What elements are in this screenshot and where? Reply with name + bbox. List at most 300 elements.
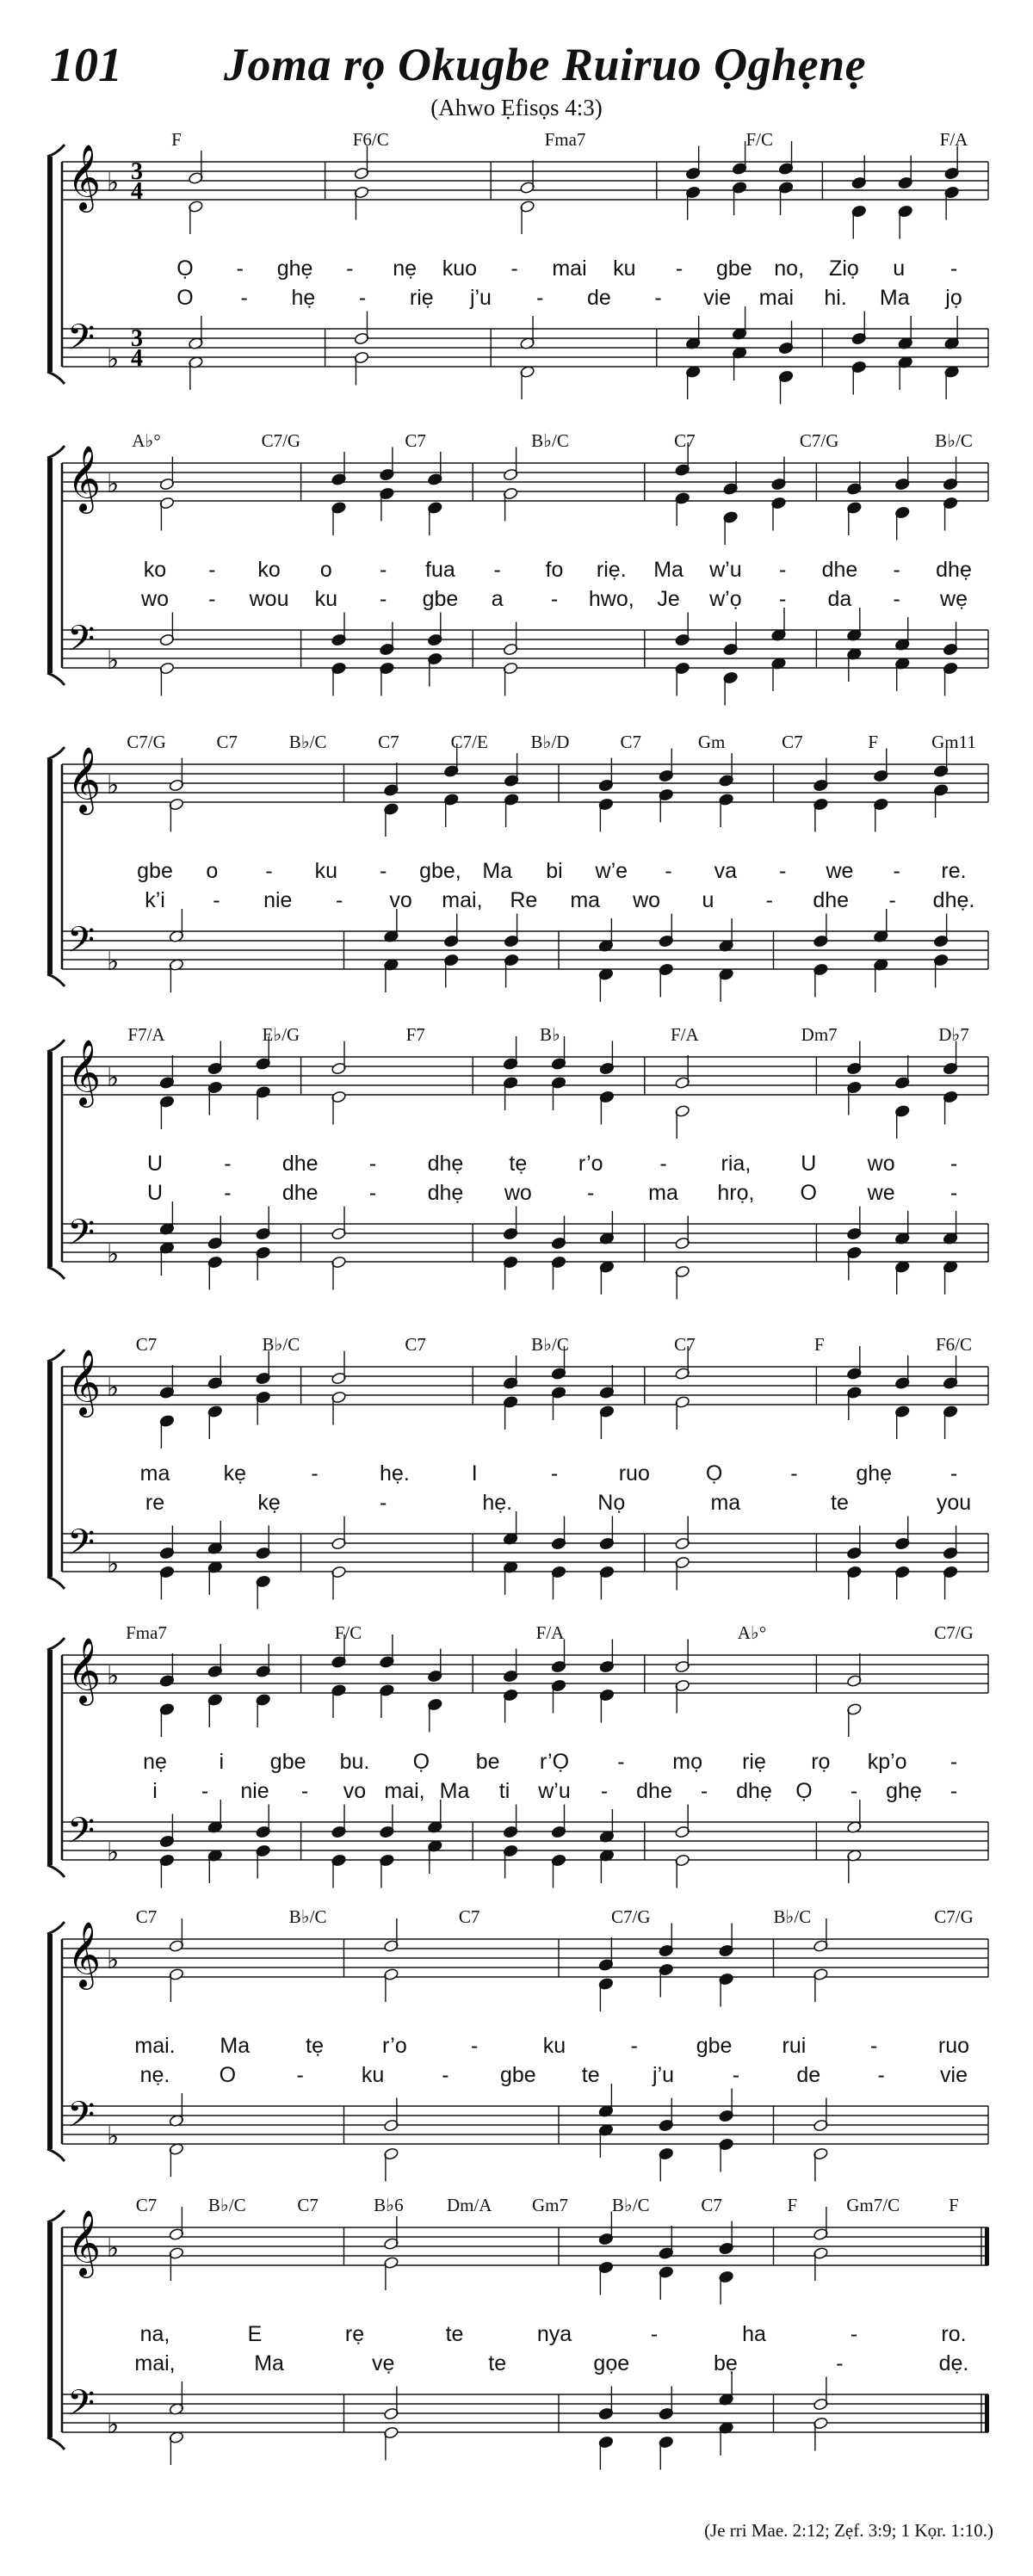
verse2-lyric: wo — [633, 888, 661, 912]
verse1-lyric: va — [714, 859, 738, 883]
verse1-lyric: ro. — [941, 2322, 967, 2346]
chord-symbol: Fma7 — [544, 129, 586, 150]
verse2-lyric: Ma — [879, 286, 910, 310]
verse1-lyric: riẹ. — [596, 558, 627, 582]
system-8 — [0, 2195, 1033, 2487]
verse2-lyric: - — [358, 286, 367, 310]
chord-symbol: C7/G — [127, 732, 166, 752]
verse1-lyric: - — [949, 1750, 958, 1774]
verse2-lyric: - — [888, 888, 896, 912]
verse1-lyric: - — [893, 859, 900, 883]
chord-symbol: C7 — [405, 1334, 426, 1355]
verse1-lyric: - — [236, 256, 244, 281]
key-flat-icon: ♭ — [107, 1838, 120, 1867]
verse2-lyric: w’u — [538, 1779, 571, 1803]
verse2-lyric: gbe — [499, 2063, 536, 2087]
bracket-hook — [47, 372, 65, 384]
verse1-lyric: - — [379, 859, 387, 883]
verse2-lyric: ghẹ — [886, 1779, 922, 1803]
verse2-lyric: - — [224, 1181, 232, 1205]
chord-symbol: F6/C — [935, 1334, 973, 1355]
treble-clef-icon: 𝄞 — [67, 1921, 102, 1987]
verse1-lyric: o — [319, 558, 332, 582]
treble-clef-icon: 𝄞 — [67, 746, 102, 812]
verse1-lyric: kp’o — [867, 1750, 907, 1774]
chord-symbol: C7/G — [934, 1906, 974, 1927]
verse2-lyric: a — [491, 587, 504, 611]
key-flat-icon: ♭ — [107, 1662, 120, 1690]
verse1-lyric: - — [778, 859, 787, 883]
bracket-hook — [47, 1577, 65, 1589]
verse1-lyric: ku — [542, 2034, 566, 2058]
chord-symbol: C7 — [782, 732, 803, 752]
chord-symbol: C7/E — [450, 732, 488, 752]
verse1-lyric: - — [510, 256, 518, 281]
verse1-lyric: gbe — [696, 2034, 733, 2058]
chord-symbol: C7 — [458, 1906, 480, 1927]
verse2-lyric: Ma — [439, 1779, 470, 1803]
verse1-lyric: ruo — [937, 2034, 970, 2058]
chord-symbol: Dm/A — [446, 2195, 492, 2215]
verse2-lyric: de — [586, 286, 611, 310]
verse1-lyric: be — [475, 1750, 500, 1774]
verse1-lyric: gbe — [137, 859, 173, 883]
verse1-lyric: ku — [314, 859, 338, 883]
chord-symbol: B♭/C — [288, 1906, 327, 1927]
bracket-hook — [47, 2437, 65, 2449]
verse2-lyric: dhẹ. — [932, 888, 975, 912]
verse2-lyric: - — [765, 888, 774, 912]
verse2-lyric: j’u — [653, 2063, 675, 2087]
bracket-hook — [47, 2210, 65, 2222]
chord-symbol: D♭7 — [938, 1024, 969, 1045]
verse2-lyric: de — [796, 2063, 821, 2087]
verse1-lyric: u — [893, 256, 906, 281]
chord-symbol: B♭/C — [288, 732, 327, 752]
verse1-lyric: mai — [552, 256, 587, 281]
verse1-lyric: gbe, — [419, 859, 461, 883]
verse2-lyric: - — [535, 286, 544, 310]
verse2-lyric: - — [587, 1181, 595, 1205]
key-flat-icon: ♭ — [107, 1240, 120, 1269]
bracket-hook — [47, 145, 65, 157]
bass-clef-icon: 𝄢 — [67, 1522, 96, 1572]
verse1-lyric: ha — [742, 2322, 766, 2346]
key-flat-icon: ♭ — [107, 345, 120, 374]
verse1-lyric: r’o — [382, 2034, 407, 2058]
verse1-lyric: ghẹ — [276, 256, 313, 281]
key-flat-icon: ♭ — [107, 169, 120, 197]
verse2-lyric: dhe — [813, 888, 850, 912]
verse2-lyric: nẹ. — [139, 2063, 170, 2087]
verse2-lyric: - — [600, 1779, 609, 1803]
final-barline — [985, 2394, 989, 2432]
verse1-lyric: nẹ — [393, 256, 418, 281]
hymn-subtitle: (Ahwo Ẹfisọs 4:3) — [430, 95, 603, 120]
verse1-lyric: riẹ — [742, 1750, 766, 1774]
bracket-hook — [47, 747, 65, 759]
verse2-lyric: hẹ. — [482, 1491, 513, 1515]
chord-symbol: F/A — [939, 129, 968, 150]
system-5 — [0, 1334, 1033, 1627]
chord-symbol: C7/G — [611, 1906, 651, 1927]
chord-symbol: F — [813, 1334, 825, 1355]
verse1-lyric: ria, — [721, 1152, 752, 1176]
bracket-hook — [47, 1350, 65, 1362]
bracket-hook — [47, 1922, 65, 1934]
verse2-lyric: i — [152, 1779, 158, 1803]
verse2-lyric: ma — [570, 888, 601, 912]
verse2-lyric: vie — [703, 286, 732, 310]
bracket-hook — [47, 446, 65, 458]
verse2-lyric: te — [488, 2351, 507, 2375]
bass-clef-icon: 𝄢 — [67, 1810, 96, 1860]
chord-symbol: F — [868, 732, 879, 752]
system-1 — [0, 129, 1033, 422]
key-flat-icon: ♭ — [107, 2411, 120, 2439]
verse2-lyric: - — [240, 286, 248, 310]
verse1-lyric: gbe — [269, 1750, 306, 1774]
chord-symbol: F/A — [535, 1622, 565, 1643]
verse1-lyric: ku — [613, 256, 636, 281]
treble-clef-icon: 𝄞 — [67, 445, 102, 511]
bass-clef-icon: 𝄢 — [67, 919, 96, 969]
verse2-lyric: hrọ, — [717, 1181, 755, 1205]
verse2-lyric: vo — [389, 888, 412, 912]
verse1-lyric: I — [471, 1461, 478, 1486]
verse1-lyric: re. — [941, 859, 967, 883]
verse1-lyric: ko — [257, 558, 281, 582]
verse2-lyric: - — [379, 1491, 387, 1515]
verse1-lyric: Ma — [220, 2034, 251, 2058]
verse2-lyric: wo — [141, 587, 169, 611]
verse1-lyric: r’o — [578, 1152, 603, 1176]
verse2-lyric: - — [877, 2063, 885, 2087]
chord-symbol: B♭/C — [611, 2195, 650, 2215]
verse2-lyric: j’u — [469, 286, 492, 310]
time-signature-top: 3 — [131, 325, 143, 352]
treble-clef-icon: 𝄞 — [67, 1349, 102, 1415]
verse1-lyric: Ma — [653, 558, 684, 582]
key-flat-icon: ♭ — [107, 948, 120, 976]
treble-clef-icon: 𝄞 — [67, 1637, 102, 1703]
verse1-lyric: - — [949, 1461, 958, 1486]
treble-clef-icon: 𝄞 — [67, 144, 102, 210]
verse1-lyric: - — [790, 1461, 798, 1486]
system-2 — [0, 430, 1033, 723]
chord-symbol: Dm7 — [801, 1024, 838, 1045]
chord-symbol: Gm7/C — [846, 2195, 900, 2215]
chord-symbol: C7 — [135, 1906, 158, 1927]
verse1-lyric: - — [949, 1152, 958, 1176]
chord-symbol: C7 — [701, 2195, 722, 2215]
hymn-number: 101 — [50, 39, 122, 92]
verse1-lyric: nya — [536, 2322, 572, 2346]
chord-symbol: Gm — [697, 732, 726, 752]
verse2-lyric: u — [702, 888, 714, 912]
chord-symbol: Fma7 — [126, 1622, 167, 1643]
verse2-lyric: - — [213, 888, 220, 912]
verse1-lyric: rẹ — [344, 2322, 365, 2346]
key-flat-icon: ♭ — [107, 1550, 120, 1578]
verse1-lyric: U — [146, 1152, 164, 1176]
verse2-lyric: ma — [710, 1491, 741, 1515]
verse2-lyric: Je — [657, 587, 680, 611]
verse2-lyric: hwo, — [588, 587, 634, 611]
chord-symbol: C7 — [297, 2195, 319, 2215]
verse2-lyric: - — [208, 587, 216, 611]
bracket-hook — [47, 974, 65, 986]
verse2-lyric: - — [893, 587, 900, 611]
verse2-lyric: Nọ — [597, 1491, 626, 1515]
chord-symbol: C7 — [405, 430, 426, 451]
verse1-lyric: wo — [867, 1152, 895, 1176]
chord-symbol: B♭/C — [531, 1334, 569, 1355]
verse1-lyric: Ọ — [705, 1461, 723, 1486]
bracket-hook — [47, 1267, 65, 1279]
verse2-lyric: O — [800, 1181, 817, 1205]
verse1-lyric: nẹ — [143, 1750, 167, 1774]
verse2-lyric: - — [442, 2063, 449, 2087]
chord-symbol: F — [787, 2195, 798, 2215]
chord-symbol: B♭/C — [935, 430, 973, 451]
verse1-lyric: - — [493, 558, 501, 582]
verse2-lyric: wẹ — [940, 587, 968, 611]
verse2-lyric: dhẹ — [736, 1779, 772, 1803]
verse1-lyric: o — [206, 859, 219, 883]
time-signature-bottom: 4 — [131, 345, 143, 372]
verse1-lyric: fo — [545, 558, 564, 582]
chord-symbol: F/C — [334, 1622, 362, 1643]
verse1-lyric: ma — [139, 1461, 170, 1486]
verse2-lyric: hi. — [824, 286, 847, 310]
chord-symbol: B♭/C — [262, 1334, 300, 1355]
verse1-lyric: na, — [139, 2322, 170, 2346]
verse2-lyric: we — [867, 1181, 895, 1205]
key-flat-icon: ♭ — [107, 1374, 120, 1402]
verse2-lyric: - — [850, 1779, 858, 1803]
verse2-lyric: vẹ — [371, 2351, 395, 2375]
verse1-lyric: mọ — [672, 1750, 703, 1774]
bass-clef-icon: 𝄢 — [67, 1212, 96, 1262]
verse1-lyric: Ọ — [412, 1750, 430, 1774]
key-flat-icon: ♭ — [107, 646, 120, 675]
system-7 — [0, 1906, 1033, 2199]
verse2-lyric: dhe — [636, 1779, 672, 1803]
verse2-lyric: gbe — [422, 587, 459, 611]
verse2-lyric: dhẹ — [427, 1181, 464, 1205]
treble-clef-icon: 𝄞 — [67, 2209, 102, 2276]
chord-symbol: C7 — [378, 732, 399, 752]
verse2-lyric: - — [778, 587, 787, 611]
verse1-lyric: - — [550, 1461, 559, 1486]
key-flat-icon: ♭ — [107, 1064, 120, 1092]
bracket-hook — [47, 1865, 65, 1877]
verse1-lyric: - — [659, 1152, 667, 1176]
verse2-lyric: gọe — [593, 2351, 630, 2375]
key-flat-icon: ♭ — [107, 2122, 120, 2151]
verse1-lyric: - — [368, 1152, 377, 1176]
verse2-lyric: jọ — [945, 286, 962, 310]
chord-symbol: E♭/G — [262, 1024, 300, 1045]
verse2-lyric: - — [550, 587, 559, 611]
verse1-lyric: - — [346, 256, 354, 281]
verse2-lyric: dhe — [281, 1181, 319, 1205]
verse2-lyric: - — [949, 1779, 958, 1803]
system-6 — [0, 1622, 1033, 1915]
chord-symbol: F/C — [745, 129, 774, 150]
verse1-lyric: - — [617, 1750, 625, 1774]
verse2-lyric: mai — [758, 286, 795, 310]
time-signature-bottom: 4 — [131, 178, 143, 205]
verse1-lyric: U — [801, 1152, 817, 1176]
bass-clef-icon: 𝄢 — [67, 2382, 96, 2432]
verse1-lyric: i — [219, 1750, 225, 1774]
chord-symbol: F7 — [405, 1024, 425, 1045]
verse2-lyric: ku — [361, 2063, 385, 2087]
chord-symbol: C7 — [620, 732, 642, 752]
verse2-lyric: bẹ — [713, 2351, 738, 2375]
verse2-lyric: ma — [648, 1181, 678, 1205]
verse1-lyric: - — [650, 2322, 659, 2346]
chord-symbol: F — [949, 2195, 959, 2215]
verse2-lyric: da — [827, 587, 852, 611]
bracket-hook — [47, 2149, 65, 2161]
time-signature-top: 3 — [131, 158, 143, 185]
verse2-lyric: Ọ — [795, 1779, 813, 1803]
key-flat-icon: ♭ — [107, 771, 120, 800]
chord-symbol: C7/G — [934, 1622, 974, 1643]
verse1-lyric: r’Ọ — [539, 1750, 570, 1774]
verse2-lyric: - — [296, 2063, 304, 2087]
verse1-lyric: ghẹ — [856, 1461, 893, 1486]
verse1-lyric: kuo — [442, 256, 478, 281]
verse1-lyric: E — [247, 2322, 263, 2346]
verse2-lyric: hẹ — [291, 286, 316, 310]
verse1-lyric: - — [850, 2322, 858, 2346]
verse2-lyric: nie — [240, 1779, 269, 1803]
verse2-lyric: vie — [940, 2063, 968, 2087]
verse2-lyric: te — [581, 2063, 600, 2087]
verse1-lyric: - — [471, 2034, 479, 2058]
system-3 — [0, 732, 1033, 1024]
chord-symbol: B♭/C — [531, 430, 569, 451]
verse2-lyric: wou — [249, 587, 289, 611]
verse2-lyric: - — [300, 1779, 309, 1803]
verse1-lyric: fua — [425, 558, 455, 582]
key-flat-icon: ♭ — [107, 470, 120, 498]
verse2-lyric: - — [836, 2351, 844, 2375]
verse1-lyric: bi — [546, 859, 563, 883]
verse2-lyric: ku — [314, 587, 338, 611]
chord-symbol: F — [171, 129, 182, 150]
verse1-lyric: tẹ — [509, 1152, 528, 1176]
verse2-lyric: te — [830, 1491, 849, 1515]
chord-symbol: B♭/C — [773, 1906, 812, 1927]
verse1-lyric: mai. — [134, 2034, 176, 2058]
chord-symbol: B♭/D — [530, 732, 570, 752]
chord-symbol: A♭° — [132, 430, 161, 451]
bass-clef-icon: 𝄢 — [67, 618, 96, 668]
verse2-lyric: nie — [263, 888, 293, 912]
verse2-lyric: Ma — [254, 2351, 284, 2375]
verse2-lyric: - — [949, 1181, 958, 1205]
verse1-lyric: kẹ — [223, 1461, 246, 1486]
verse1-lyric: - — [311, 1461, 319, 1486]
bracket-hook — [47, 1040, 65, 1052]
verse1-lyric: we — [826, 859, 854, 883]
chord-symbol: B♭ — [540, 1024, 560, 1045]
verse2-lyric: ti — [498, 1779, 510, 1803]
chord-symbol: F7/A — [127, 1024, 165, 1045]
verse2-lyric: - — [201, 1779, 209, 1803]
verse1-lyric: w’e — [595, 859, 628, 883]
chord-symbol: C7 — [135, 1334, 158, 1355]
verse1-lyric: w’u — [709, 558, 742, 582]
bass-clef-icon: 𝄢 — [67, 2094, 96, 2144]
verse1-lyric: - — [379, 558, 387, 582]
verse2-lyric: - — [368, 1181, 377, 1205]
verse2-lyric: wo — [504, 1181, 532, 1205]
verse2-lyric: O — [219, 2063, 237, 2087]
verse1-lyric: - — [665, 859, 672, 883]
bracket-hook — [47, 673, 65, 685]
bass-clef-icon: 𝄢 — [67, 317, 96, 367]
verse1-lyric: - — [675, 256, 684, 281]
verse2-lyric: vo — [343, 1779, 367, 1803]
chord-symbol: B♭/C — [207, 2195, 246, 2215]
final-barline — [985, 2227, 989, 2265]
verse2-lyric: mai, — [442, 888, 483, 912]
verse2-lyric: U — [146, 1181, 164, 1205]
scripture-reference: (Je rri Mae. 2:12; Zẹf. 3:9; 1 Kọr. 1:10.) — [704, 2520, 993, 2541]
verse2-lyric: - — [335, 888, 343, 912]
verse2-lyric: mai, — [134, 2351, 176, 2375]
chord-symbol: C7 — [135, 2195, 158, 2215]
verse1-lyric: Ziọ — [829, 256, 859, 281]
chord-symbol: B♭6 — [374, 2195, 404, 2215]
verse1-lyric: - — [778, 558, 787, 582]
verse1-lyric: - — [630, 2034, 638, 2058]
chord-symbol: C7 — [674, 1334, 696, 1355]
verse1-lyric: ko — [143, 558, 167, 582]
verse1-lyric: gbe — [715, 256, 752, 281]
verse2-lyric: - — [379, 587, 387, 611]
chord-symbol: A♭° — [737, 1622, 767, 1643]
verse2-lyric: - — [654, 286, 662, 310]
system-4 — [0, 1024, 1033, 1317]
verse1-lyric: - — [208, 558, 216, 582]
verse1-lyric: dhe — [281, 1152, 319, 1176]
verse1-lyric: bu. — [339, 1750, 370, 1774]
verse2-lyric: - — [700, 1779, 708, 1803]
chord-symbol: C7/G — [261, 430, 301, 451]
verse2-lyric: re — [145, 1491, 165, 1515]
key-flat-icon: ♭ — [107, 1946, 120, 1974]
verse1-lyric: Ọ — [176, 256, 194, 281]
key-flat-icon: ♭ — [107, 2234, 120, 2263]
verse2-lyric: mai, — [384, 1779, 425, 1803]
verse2-lyric: you — [936, 1491, 972, 1515]
chord-symbol: F/A — [670, 1024, 699, 1045]
chord-symbol: C7 — [674, 430, 696, 451]
verse2-lyric: dẹ. — [938, 2351, 969, 2375]
verse1-lyric: - — [870, 2034, 878, 2058]
verse1-lyric: - — [265, 859, 273, 883]
verse1-lyric: te — [445, 2322, 464, 2346]
verse1-lyric: Ma — [482, 859, 513, 883]
verse2-lyric: - — [732, 2063, 740, 2087]
